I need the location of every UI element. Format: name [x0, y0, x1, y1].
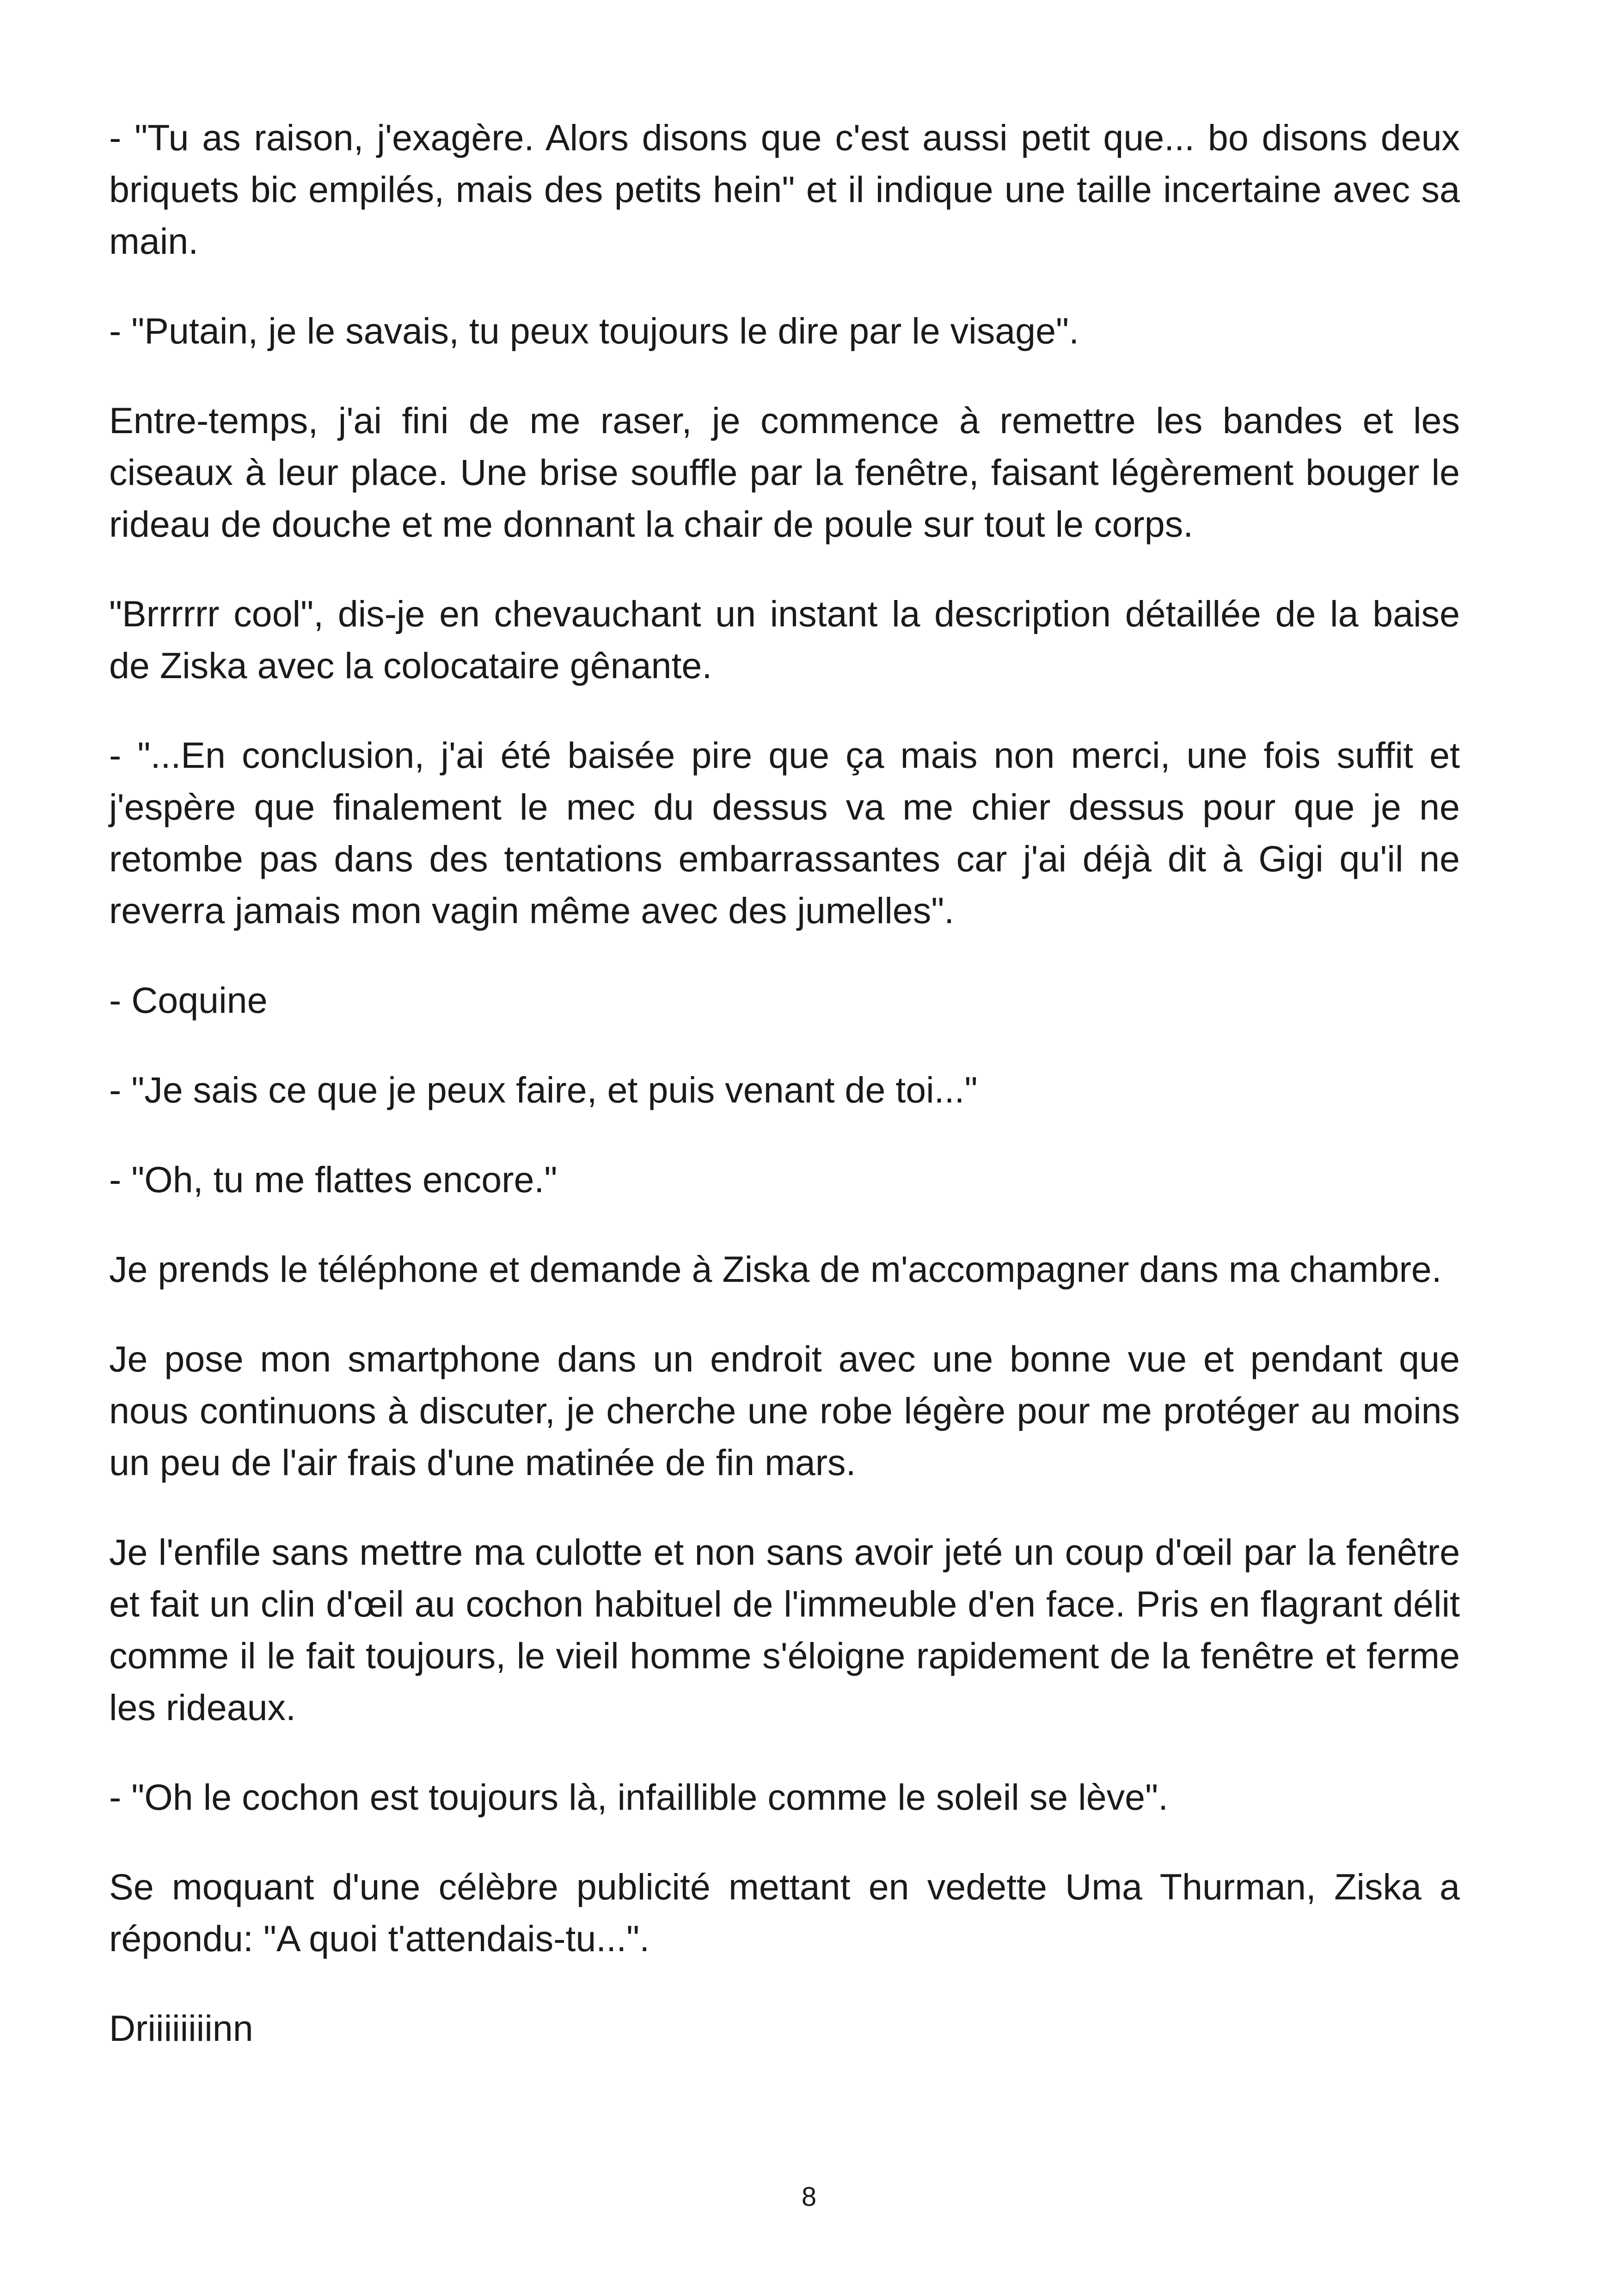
paragraph: Se moquant d'une célèbre publicité mettant en vedette Uma Thurman, Ziska a répondu: "A quoi t'attendais-tu...". [109, 1866, 1460, 1959]
paragraph: Entre-temps, j'ai fini de me raser, je commence à remettre les bandes et les ciseaux à leur place. Une brise souffle par la fenêtre, faisant légèrement bouger le rideau de douche et me donnant la chair de poule sur tout le corps. [109, 400, 1460, 545]
paragraph: Je pose mon smartphone dans un endroit avec une bonne vue et pendant que nous continuons à discuter, je cherche une robe légère pour me protéger au moins un peu de l'air frais d'une matinée de fin mars. [109, 1338, 1460, 1483]
paragraph: - "Putain, je le savais, tu peux toujours le dire par le visage". [109, 310, 1079, 351]
paragraph: - "...En conclusion, j'ai été baisée pire que ça mais non merci, une fois suffit et j'espère que finalement le mec du dessus va me chier dessus pour que je ne retombe pas dans des tentations embarrassantes car j'ai déjà dit à Gigi qu'il ne reverra jamais mon vagin même avec des jumelles". [109, 735, 1460, 931]
paragraph: - "Tu as raison, j'exagère. Alors disons que c'est aussi petit que... bo disons deux briquets bic empilés, mais des petits hein" et il indique une taille incertaine avec sa main. [109, 117, 1460, 262]
paragraph: "Brrrrrr cool", dis-je en chevauchant un instant la description détaillée de la baise de Ziska avec la colocataire gênante. [109, 593, 1460, 686]
body-text [109, 112, 1460, 2054]
paragraph: Je l'enfile sans mettre ma culotte et non sans avoir jeté un coup d'œil par la fenêtre et fait un clin d'œil au cochon habituel de l'immeuble d'en face. Pris en flagrant délit comme il le fait toujours, le vieil homme s'éloigne rapidement de la fenêtre et ferme les rideaux. [109, 1531, 1460, 1728]
paragraph: Je prends le téléphone et demande à Ziska de m'accompagner dans ma chambre. [109, 1249, 1442, 1290]
paragraph: - "Oh le cochon est toujours là, infaillible comme le soleil se lève". [109, 1776, 1169, 1818]
page-number: 8 [801, 2182, 817, 2212]
paragraph: - Coquine [109, 980, 268, 1021]
paragraph: - "Je sais ce que je peux faire, et puis venant de toi..." [109, 1069, 978, 1110]
paragraph: Driiiiiiiinn [109, 2008, 253, 2049]
paragraph: - "Oh, tu me flattes encore." [109, 1159, 558, 1200]
